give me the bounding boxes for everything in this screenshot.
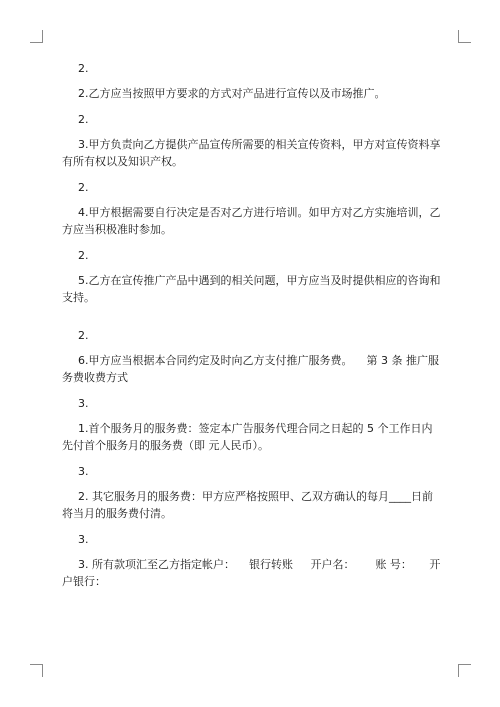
clause-number: 2. bbox=[78, 249, 89, 263]
clause-paragraph: 3.甲方负责向乙方提供产品宣传所需要的相关宣传资料，甲方对宣传资料享有所有权以及知识产权。 bbox=[62, 138, 441, 169]
crop-mark-bottom-left bbox=[30, 664, 43, 677]
clause-number: 2. bbox=[78, 181, 89, 195]
clause-paragraph: 3. 所有款项汇至乙方指定帐户： 银行转账 开户名： 账 号： 开户银行： bbox=[62, 557, 441, 589]
clause-number: 2. bbox=[78, 328, 89, 342]
clause-number: 3. bbox=[78, 396, 89, 410]
clause-paragraph: 1.首个服务月的服务费：签定本广告服务代理合同之日起的 5 个工作日内先付首个服务月的服务费（即 元人民币）。 bbox=[62, 421, 433, 452]
clause-paragraph: 2. 其它服务月的服务费：甲方应严格按照甲、乙双方确认的每月____日前将当月的服务费付清。 bbox=[62, 489, 433, 520]
clause-number: 3. bbox=[78, 532, 89, 546]
clause-paragraph: 5.乙方在宣传推广产品中遇到的相关问题，甲方应当及时提供相应的咨询和支持。 bbox=[62, 274, 441, 305]
clause-number: 3. bbox=[78, 464, 89, 478]
clause-number: 2. bbox=[78, 113, 89, 127]
clause-number: 2. bbox=[78, 62, 89, 75]
crop-mark-top-right bbox=[458, 30, 471, 43]
clause-paragraph: 2.乙方应当按照甲方要求的方式对产品进行宣传以及市场推广。 bbox=[78, 87, 386, 101]
clause-paragraph: 4.甲方根据需要自行决定是否对乙方进行培训。如甲方对乙方实施培训，乙方应当积极准时参加。 bbox=[62, 206, 441, 237]
document-body bbox=[62, 60, 442, 590]
clause-paragraph: 6.甲方应当根据本合同约定及时向乙方支付推广服务费。 第 3 条 推广服务费收费方式 bbox=[62, 353, 439, 384]
crop-mark-bottom-right bbox=[458, 664, 471, 677]
crop-mark-top-left bbox=[30, 30, 43, 43]
